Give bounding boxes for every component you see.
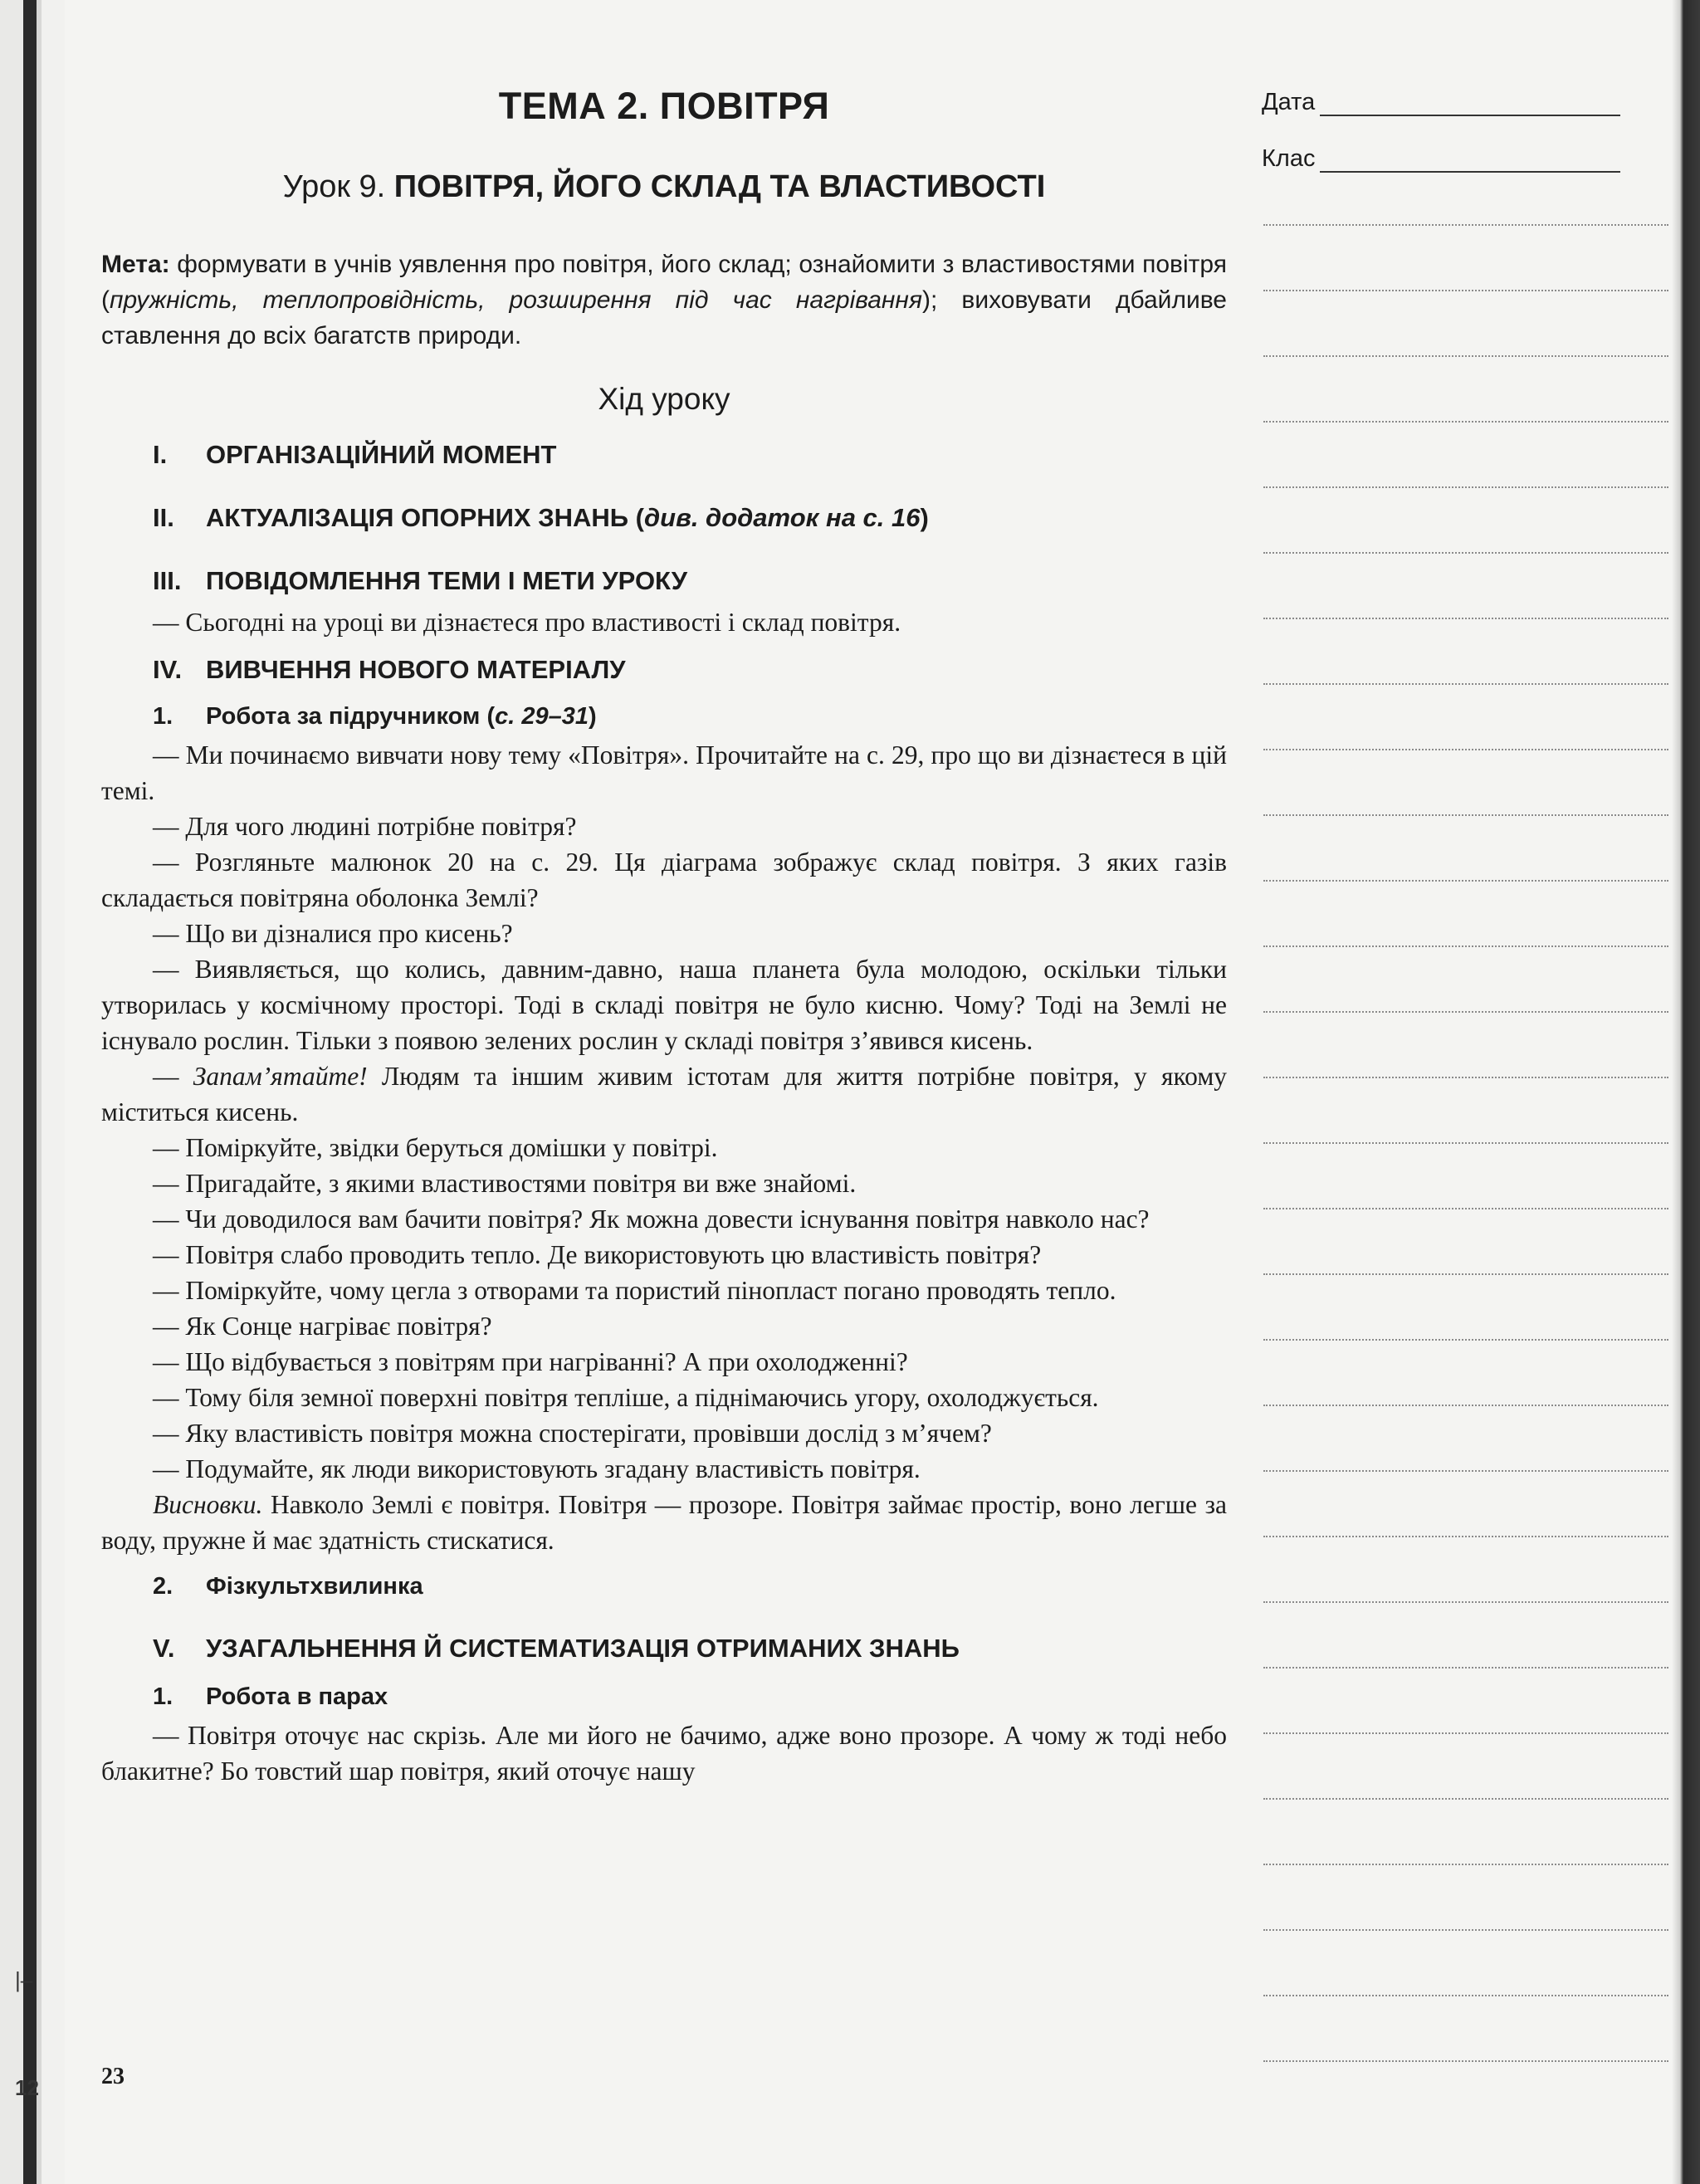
conclusion-text: Навколо Землі є повітря. Повітря — прозоре. Повітря займає простір, воно легше за воду, пружне й має здатність стискатися. <box>101 1490 1227 1555</box>
paragraph: — Що ви дізналися про кисень? <box>153 919 513 948</box>
date-field[interactable] <box>1262 81 1668 116</box>
paragraph: — Повітря оточує нас скрізь. Але ми його не бачимо, адже воно прозоре. А чому ж тоді небо блакитне? Бо товстий шар повітря, який оточує нашу <box>101 1721 1227 1786</box>
paragraph: — Сьогодні на уроці ви дізнаєтеся про властивості і склад повітря. <box>153 608 901 637</box>
section-title: ПОВІДОМЛЕННЯ ТЕМИ І МЕТИ УРОКУ <box>206 566 688 595</box>
subsection-number: 2. <box>153 1573 173 1600</box>
note-line[interactable] <box>1263 683 1668 685</box>
subsection-hint: с. 29–31 <box>495 703 589 730</box>
goal-properties: пружність, теплопровідність, розширення під час нагрівання <box>110 286 922 314</box>
note-line[interactable] <box>1263 945 1668 947</box>
date-underline[interactable] <box>1320 90 1620 116</box>
section-number: IV. <box>153 655 183 684</box>
page-edge-shadow <box>1672 0 1700 2184</box>
subsection-title: ) <box>589 703 597 730</box>
note-line[interactable] <box>1263 552 1668 554</box>
dash: — <box>153 1062 193 1091</box>
main-content <box>101 76 1227 1789</box>
date-label: Дата <box>1262 89 1316 115</box>
note-line[interactable] <box>1263 1995 1668 1996</box>
page-number: 23 <box>101 2064 125 2089</box>
paragraph: — Пригадайте, з якими властивостями повітря ви вже знайомі. <box>153 1169 857 1198</box>
notes-panel <box>1262 81 1668 194</box>
subsection-number: 1. <box>153 1683 173 1710</box>
section-number: I. <box>153 440 168 469</box>
course-title: Хід уроку <box>598 382 730 416</box>
section-title: ) <box>920 503 929 532</box>
note-line[interactable] <box>1263 1273 1668 1275</box>
subsection-title: Робота за підручником ( <box>206 703 496 730</box>
section-heading <box>153 655 1227 685</box>
section-number: V. <box>153 1634 175 1663</box>
paragraph: — Яку властивість повітря можна спостерігати, провівши дослід з м’ячем? <box>153 1419 992 1448</box>
margin-mark: 12 <box>15 2075 39 2100</box>
class-underline[interactable] <box>1320 146 1620 173</box>
note-line[interactable] <box>1263 1077 1668 1078</box>
section-title: ОРГАНІЗАЦІЙНИЙ МОМЕНТ <box>206 440 557 469</box>
section-heading <box>153 440 1227 470</box>
margin-mark: |– <box>15 1967 33 1992</box>
section-number: III. <box>153 566 182 595</box>
lesson-prefix: Урок 9. <box>282 169 386 204</box>
section-title: УЗАГАЛЬНЕННЯ Й СИСТЕМАТИЗАЦІЯ ОТРИМАНИХ ЗНАНЬ <box>206 1634 960 1663</box>
note-line[interactable] <box>1263 1208 1668 1209</box>
note-line[interactable] <box>1263 814 1668 816</box>
goal-label: Мета: <box>101 251 170 278</box>
section-heading <box>153 1634 1227 1664</box>
subsection-title: Робота в парах <box>206 1683 388 1710</box>
note-line[interactable] <box>1263 486 1668 488</box>
note-line[interactable] <box>1263 618 1668 619</box>
section-title: АКТУАЛІЗАЦІЯ ОПОРНИХ ЗНАНЬ ( <box>206 503 644 532</box>
subsection-title: Фізкультхвилинка <box>206 1573 423 1600</box>
note-line[interactable] <box>1263 1864 1668 1865</box>
lesson-goal <box>101 247 1227 354</box>
note-line[interactable] <box>1263 1667 1668 1669</box>
class-label: Клас <box>1262 145 1316 172</box>
paragraph: — Виявляється, що колись, давним-давно, наша планета була молодою, оскільки тільки утворилась у космічному просторі. Тоді в складі повітря не було кисню. Чому? Тоді на Землі не існувало рослин. Тільки з появою зелених рослин у складі повітря з’явився кисень. <box>101 955 1227 1055</box>
note-line[interactable] <box>1263 2060 1668 2062</box>
paragraph: — Поміркуйте, чому цегла з отворами та пористий пінопласт погано проводять тепло. <box>153 1276 1116 1305</box>
note-line[interactable] <box>1263 1929 1668 1931</box>
paragraph: — Подумайте, як люди використовують згадану властивість повітря. <box>153 1454 921 1483</box>
paragraph: — Тому біля земної поверхні повітря тепліше, а піднімаючись угору, охолоджується. <box>153 1383 1099 1412</box>
note-line[interactable] <box>1263 1470 1668 1472</box>
section-heading <box>153 503 1227 533</box>
class-field[interactable] <box>1262 138 1668 173</box>
note-line[interactable] <box>1263 1339 1668 1341</box>
goal-text: ); виховувати дбайливе ставлення до всіх багатств природи. <box>101 286 1227 349</box>
note-line[interactable] <box>1263 290 1668 291</box>
note-line[interactable] <box>1263 1732 1668 1734</box>
note-line[interactable] <box>1263 355 1668 357</box>
note-line[interactable] <box>1263 749 1668 750</box>
section-number: II. <box>153 503 174 532</box>
note-line[interactable] <box>1263 880 1668 882</box>
goal-text: формувати в учнів уявлення про повітря, його склад; ознайомити з властивостями повітря ( <box>101 251 1227 314</box>
subsection-number: 1. <box>153 703 173 730</box>
remember-text: Людям та іншим живим істотам для життя потрібне повітря, у якому міститься кисень. <box>101 1062 1227 1126</box>
paragraph: — Розгляньте малюнок 20 на с. 29. Ця діаграма зображує склад повітря. З яких газів складається повітряна оболонка Землі? <box>101 848 1227 912</box>
conclusion-label: Висновки. <box>153 1490 263 1519</box>
paragraph: — Як Сонце нагріває повітря? <box>153 1312 492 1341</box>
note-line[interactable] <box>1263 1601 1668 1603</box>
conclusion-paragraph <box>101 1487 1227 1558</box>
note-line[interactable] <box>1263 224 1668 226</box>
note-line[interactable] <box>1263 421 1668 423</box>
theme-title: ТЕМА 2. ПОВІТРЯ <box>498 85 830 127</box>
section-hint: див. додаток на с. 16 <box>644 503 921 532</box>
lesson-name: ПОВІТРЯ, ЙОГО СКЛАД ТА ВЛАСТИВОСТІ <box>393 169 1046 204</box>
paragraph: — Ми починаємо вивчати нову тему «Повітря». Прочитайте на с. 29, про що ви дізнаєтеся в цій темі. <box>101 740 1227 805</box>
subsection-heading <box>153 1573 1227 1600</box>
remember-label: Запам’ятайте! <box>193 1062 368 1091</box>
note-line[interactable] <box>1263 1011 1668 1013</box>
paragraph: — Повітря слабо проводить тепло. Де використовують цю властивість повітря? <box>153 1240 1042 1269</box>
paragraph: — Поміркуйте, звідки беруться домішки у повітрі. <box>153 1133 718 1162</box>
paragraph: — Чи доводилося вам бачити повітря? Як можна довести існування повітря навколо нас? <box>153 1204 1150 1234</box>
note-line[interactable] <box>1263 1142 1668 1144</box>
lesson-title <box>101 169 1227 205</box>
note-line[interactable] <box>1263 1798 1668 1800</box>
subsection-heading <box>153 1683 1227 1711</box>
book-binding-shadow <box>0 0 65 2184</box>
paragraph: — Що відбувається з повітрям при нагріванні? А при охолодженні? <box>153 1347 908 1376</box>
note-line[interactable] <box>1263 1405 1668 1406</box>
section-heading <box>153 566 1227 596</box>
subsection-heading <box>153 703 1227 730</box>
paragraph: — Для чого людині потрібне повітря? <box>153 812 577 841</box>
section-title: ВИВЧЕННЯ НОВОГО МАТЕРІАЛУ <box>206 655 626 684</box>
remember-paragraph <box>101 1058 1227 1130</box>
note-line[interactable] <box>1263 1536 1668 1537</box>
